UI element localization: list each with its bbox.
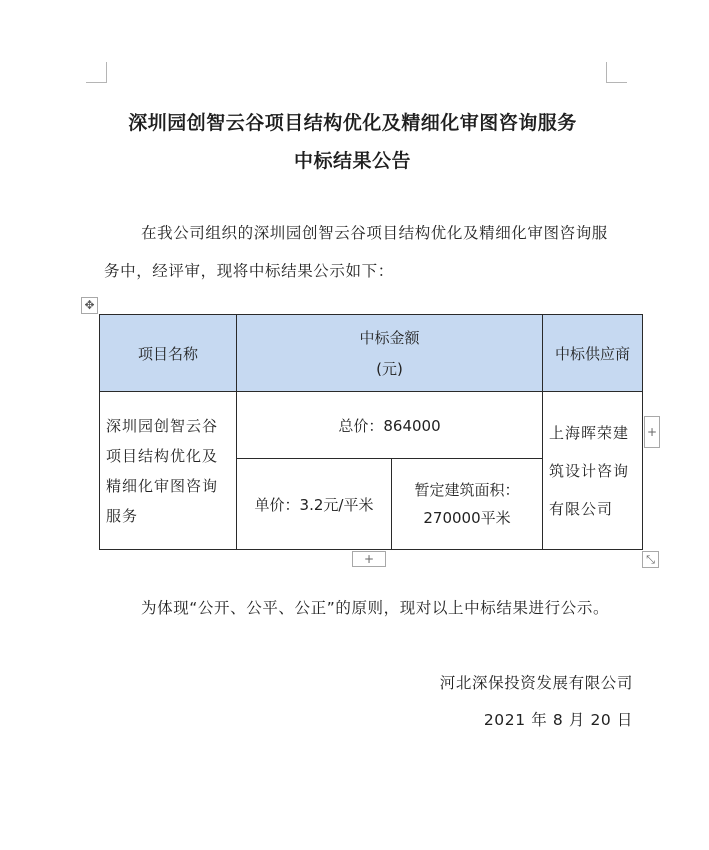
plus-icon: + <box>646 425 658 439</box>
plus-icon: + <box>363 552 375 566</box>
table-row <box>100 392 643 459</box>
building-area-label: 暂定建筑面积： <box>414 481 520 499</box>
header-project-name: 项目名称 <box>100 315 237 392</box>
signing-date: 2021 年 8 月 20 日 <box>483 711 633 729</box>
signing-company: 河北深保投资发展有限公司 <box>439 674 633 692</box>
cell-building-area <box>392 459 543 550</box>
header-supplier: 中标供应商 <box>543 315 643 392</box>
header-bid-amount-label: 中标金额 <box>359 329 420 347</box>
document-title-line-2: 中标结果公告 <box>293 150 411 172</box>
move-arrows-icon: ✥ <box>84 298 95 312</box>
document-title-line-1: 深圳园创智云谷项目结构优化及精细化审图咨询服务 <box>128 112 577 134</box>
building-area-value: 270000平米 <box>423 509 511 527</box>
add-row-button[interactable] <box>352 551 386 567</box>
table-resize-handle[interactable] <box>642 551 659 568</box>
closing-paragraph: 为体现“公开、公平、公正”的原则，现对以上中标结果进行公示。 <box>141 599 610 617</box>
add-column-button[interactable] <box>644 416 660 448</box>
table-move-handle[interactable] <box>81 297 98 314</box>
margin-corner-mark-top-right <box>606 62 627 83</box>
header-bid-amount <box>237 315 543 392</box>
cell-unit-price: 单价：3.2元/平米 <box>237 459 392 550</box>
margin-corner-mark-top-left <box>86 62 107 83</box>
cell-project-name: 深圳园创智云谷项目结构优化及精细化审图咨询服务 <box>100 392 237 550</box>
result-table <box>99 314 643 550</box>
cell-supplier: 上海晖荣建筑设计咨询有限公司 <box>543 392 643 550</box>
cell-total-price: 总价：864000 <box>237 392 543 459</box>
diagonal-resize-icon: ⤡ <box>646 553 655 566</box>
header-bid-amount-unit: (元) <box>376 360 403 378</box>
intro-paragraph-line-2: 务中，经评审，现将中标结果公示如下： <box>104 262 394 280</box>
intro-paragraph-line-1: 在我公司组织的深圳园创智云谷项目结构优化及精细化审图咨询服 <box>141 224 608 242</box>
table-header-row <box>100 315 643 392</box>
